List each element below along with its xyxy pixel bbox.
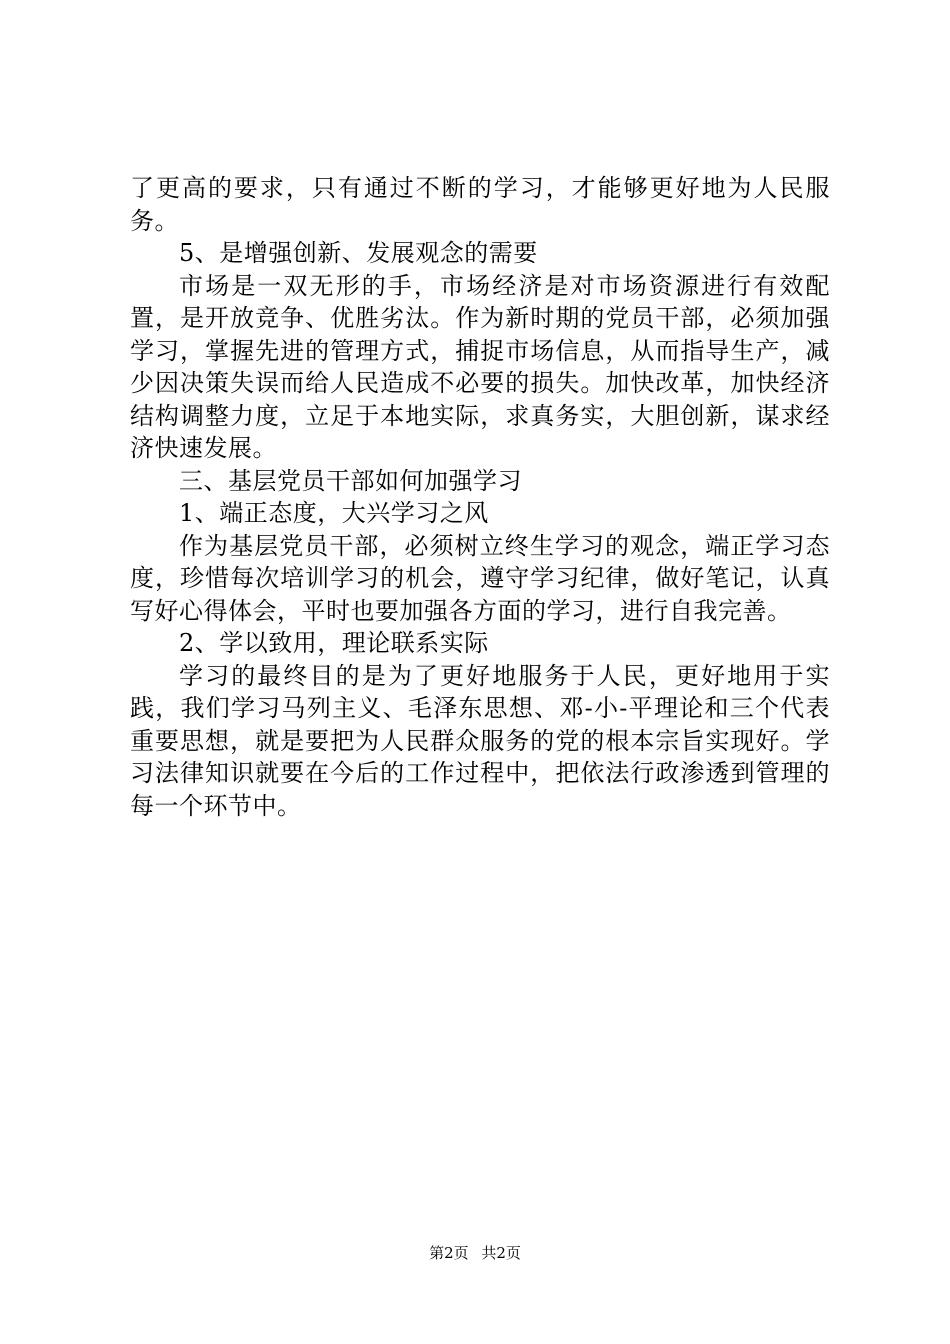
sub-heading-1: 1、端正态度，大兴学习之风	[179, 499, 489, 527]
paragraph-practice: 学习的最终目的是为了更好地服务于人民，更好地用于实践，我们学习马列主义、毛泽东思想、邓-小-平理论和三个代表重要思想，就是要把为人民群众服务的党的根本宗旨实现好。学习法律知识就要在今后的工作过程中，把依法行政渗透到管理的每一个环节中。	[130, 661, 830, 820]
page-number: 第2页	[429, 1244, 469, 1262]
page-footer	[0, 1243, 950, 1263]
paragraph-attitude: 作为基层党员干部，必须树立终生学习的观念，端正学习态度，珍惜每次培训学习的机会，遵守学习纪律，做好笔记，认真写好心得体会，平时也要加强各方面的学习，进行自我完善。	[130, 531, 830, 625]
document-body	[130, 172, 830, 822]
page-total: 共2页	[481, 1244, 521, 1262]
paragraph-continuation: 了更高的要求，只有通过不断的学习，才能够更好地为人民服务。	[130, 174, 830, 235]
sub-heading-2: 2、学以致用，理论联系实际	[179, 629, 489, 657]
section-heading-5: 5、是增强创新、发展观念的需要	[179, 239, 538, 267]
section-heading-3: 三、基层党员干部如何加强学习	[179, 466, 522, 495]
paragraph-market-economy: 市场是一双无形的手，市场经济是对市场资源进行有效配置，是开放竞争、优胜劣汰。作为新时期的党员干部，必须加强学习，掌握先进的管理方式，捕捉市场信息，从而指导生产，减少因决策失误而给人民造成不必要的损失。加快改革，加快经济结构调整力度，立足于本地实际，求真务实，大胆创新，谋求经济快速发展。	[130, 271, 830, 462]
